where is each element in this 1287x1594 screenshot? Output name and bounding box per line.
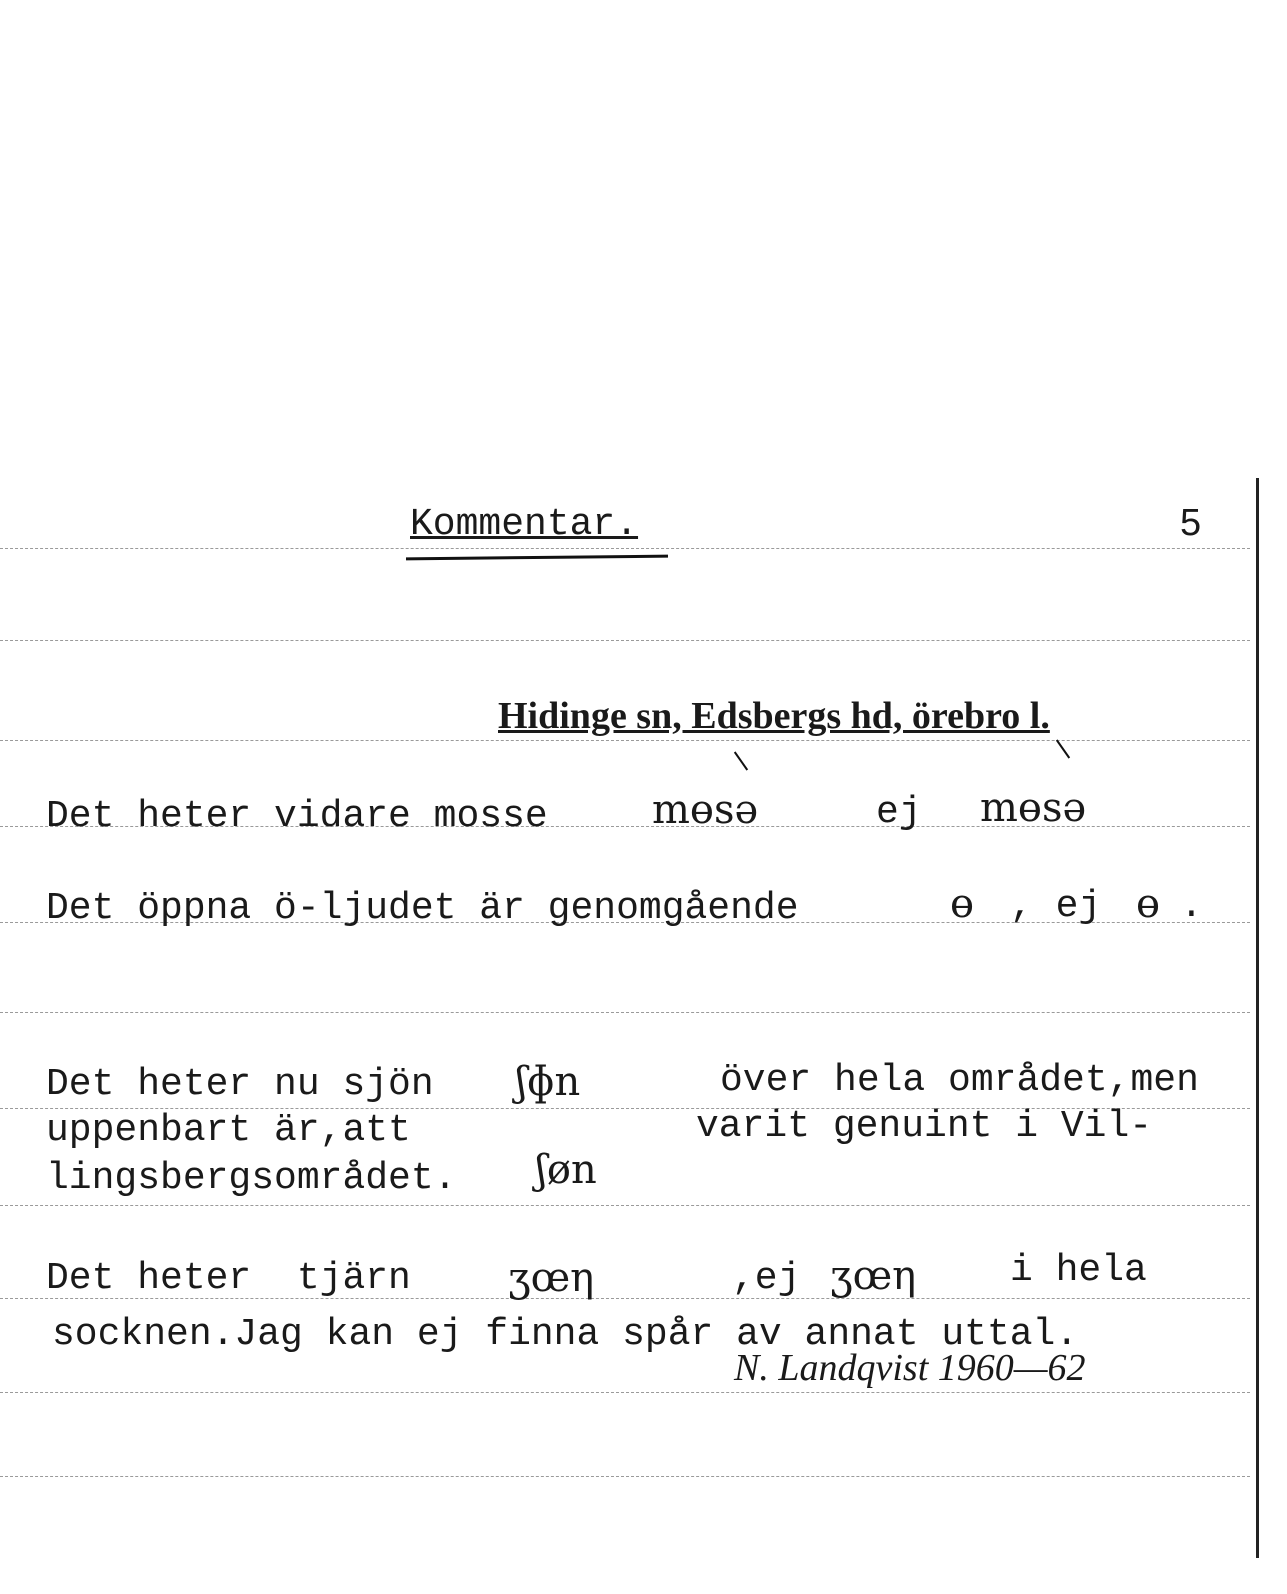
- ruled-line: [0, 740, 1250, 741]
- heading-underline: [406, 555, 668, 561]
- text-line: lingsbergsområdet.: [46, 1157, 457, 1200]
- text-line: socknen.Jag kan ej finna spår av annat uttal.: [52, 1313, 1079, 1356]
- phonetic-transcription: ʒœη: [830, 1253, 917, 1299]
- accent-mark: [1056, 739, 1070, 758]
- text-line: ej: [876, 791, 922, 834]
- place-heading: Hidinge sn, Edsbergs hd, örebro l.: [498, 695, 1050, 737]
- text-line: uppenbart är,att: [46, 1109, 411, 1152]
- text-line: Det heter tjärn: [46, 1257, 411, 1300]
- text-line: Det öppna ö-ljudet är genomgående: [46, 887, 799, 930]
- accent-mark: [734, 751, 748, 770]
- ruled-line: [0, 1392, 1250, 1393]
- ruled-line: [0, 1476, 1250, 1477]
- phonetic-symbol: ɵ: [950, 881, 975, 927]
- text-line: varit genuint i Vil-: [696, 1105, 1153, 1148]
- ruled-line: [0, 548, 1250, 549]
- page-number: 5: [1180, 502, 1202, 544]
- phonetic-transcription: ʃøn: [536, 1147, 597, 1193]
- text-line: Det heter vidare mosse: [46, 795, 548, 838]
- signature: N. Landqvist 1960—62: [734, 1347, 1086, 1389]
- text-line: i hela: [1010, 1249, 1147, 1292]
- ruled-line: [0, 640, 1250, 641]
- text-line: .: [1180, 885, 1203, 928]
- text-line: Det heter nu sjön: [46, 1063, 434, 1106]
- text-line: ,ej: [732, 1257, 801, 1300]
- heading: Kommentar.: [410, 503, 639, 546]
- phonetic-transcription: mɵsə: [980, 785, 1087, 831]
- ruled-line: [0, 1012, 1250, 1013]
- phonetic-transcription: ʃɸn: [516, 1059, 581, 1105]
- card-edge: [1256, 478, 1259, 1558]
- phonetic-transcription: ʒœη: [508, 1255, 595, 1301]
- phonetic-symbol: ɵ: [1136, 881, 1161, 927]
- phonetic-transcription: mɵsə: [652, 787, 759, 833]
- text-line: över hela området,men: [720, 1059, 1199, 1102]
- ruled-line: [0, 1205, 1250, 1206]
- text-line: , ej: [1010, 885, 1102, 928]
